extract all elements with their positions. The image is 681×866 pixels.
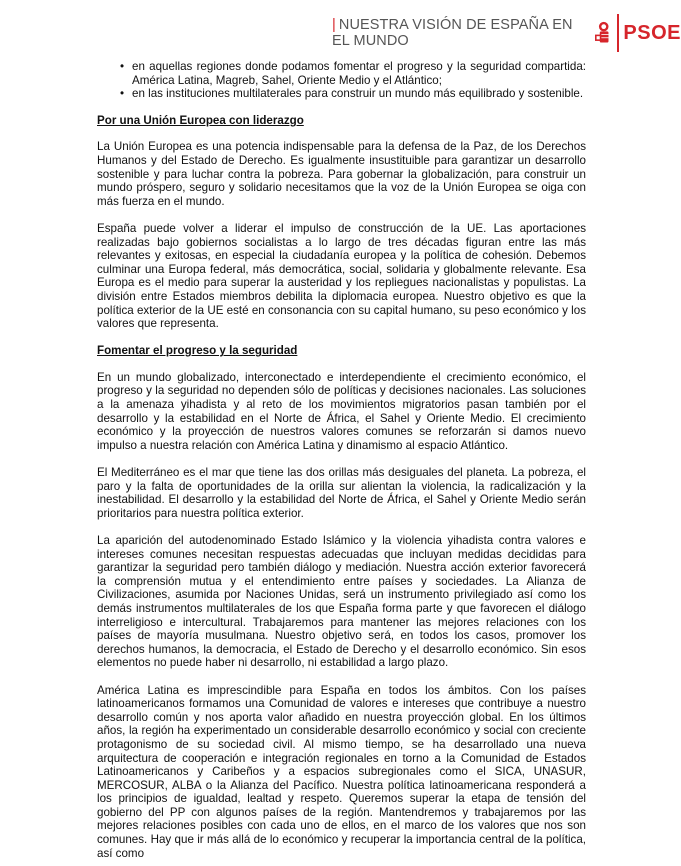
paragraph: En un mundo globalizado, interconectado e interdependiente el crecimiento económico, el progreso y la seguridad no dependen sólo de políticas y decisiones nacionales. Las soluciones a la amenaza yihadista y al reto de los movimientos migratorios pasan también por el desarrollo y la estabilidad en el Norte de África, el Sahel y Oriente Medio. El crecimiento económico y la proyección de nuestros valores comunes se reforzarán si damos nuevo impulso a nuestra relación con América Latina y dinamismo al espacio Atlántico. — [97, 370, 586, 452]
logo-divider — [617, 14, 619, 52]
section-heading: Por una Unión Europea con liderazgo — [97, 113, 304, 127]
header-title: NUESTRA VISIÓN DE ESPAÑA EN EL MUNDO — [332, 17, 573, 49]
paragraph: España puede volver a liderar el impulso de construcción de la UE. Las aportaciones realizadas bajo gobiernos socialistas a lo largo de tres décadas figuran entre las más relevantes y exitosas, en especial la ciudadanía europea y la política de cohesión. Debemos culminar una Europa federal, más democrática, social, solidaria y globalmente relevante. Esa Europa es el medio para superar la austeridad y los repliegues nacionalistas y populistas. La división entre Estados miembros debilita la diplomacia europea. Nuestro objetivo es que la política exterior de la UE esté en consonancia con su capital humano, su peso económico y los valores que representa. — [97, 221, 586, 331]
section-heading: Fomentar el progreso y la seguridad — [97, 344, 298, 358]
bullet-list — [97, 60, 586, 101]
paragraph: América Latina es imprescindible para España en todos los ámbitos. Con los países latinoamericanos formamos una Comunidad de valores e intereses que contribuye a nuestro desarrollo común y nos aporta valor añadido en nuestra proyección global. En los últimos años, la región ha experimentado un considerable desarrollo económico y social con creciente protagonismo de su sociedad civil. Al mismo tiempo, se ha desarrollado una nueva arquitectura de cooperación e integración regionales en torno a la Comunidad de Estados Latinoamericanos y Caribeños y a espacios subregionales como el SICA, UNASUR, MERCOSUR, ALBA o la Alianza del Pacífico. Nuestra política latinoamericana responderá a los principios de igualdad, lealtad y respeto. Queremos superar la etapa de tensión del gobierno del PP con algunos países de la región. Mantendremos y trabajaremos por las mejores relaciones posibles con cada uno de ellos, en el marco de los valores que nos son comunes. Hay que ir más allá de lo económico y recuperar la importancia central de la política, así como — [97, 683, 586, 860]
paragraph: La Unión Europea es una potencia indispensable para la defensa de la Paz, de los Derechos Humanos y del Estado de Derecho. Es igualmente insustituible para garantizar un desarrollo sostenible y para luchar contra la pobreza. Para gobernar la globalización, para construir un mundo próspero, seguro y solidario necesitamos que la voz de la Unión Europea se oiga con más fuerza en el mundo. — [97, 140, 586, 208]
list-item: • en las instituciones multilaterales para construir un mundo más equilibrado y sostenible. — [120, 87, 584, 101]
paragraph: La aparición del autodenominado Estado Islámico y la violencia yihadista contra valores e intereses comunes necesitan respuestas adecuadas que incluyan medidas decididas para garantizar la seguridad pero también diálogo y mediación. Nuestra acción exterior favorecerá la comprensión mutua y el entendimiento entre países y sociedades. La Alianza de Civilizaciones, asumida por Naciones Unidas, será un instrumento privilegiado así como los demás instrumentos multilaterales de los que España forma parte y que favorecen el diálogo interreligioso e intercultural. Trabajaremos para mantener las mejores relaciones con los países de mayoría musulmana. Nuestro objetivo será, en todos los casos, promover los derechos humanos, la democracia, el Estado de Derecho y el desarrollo económico. Sin esos elementos no puede haber ni desarrollo, ni estabilidad a largo plazo. — [97, 534, 586, 670]
bullet-icon: • — [120, 60, 125, 73]
bullet-icon: • — [120, 87, 125, 101]
header-title-wrap: | NUESTRA VISIÓN DE ESPAÑA EN EL MUNDO — [332, 17, 573, 49]
paragraph: El Mediterráneo es el mar que tiene las dos orillas más desiguales del planeta. La pobreza, el paro y la falta de oportunidades de la orilla sur alientan la violencia, la radicalización y la inestabilidad. El desarrollo y la estabilidad del Norte de África, el Sahel y Oriente Medio serán prioritarios para nuestra política exterior. — [97, 466, 586, 520]
psoe-logo-text: PSOE — [623, 21, 681, 44]
rose-fist-logo-icon — [595, 18, 611, 48]
document-body — [97, 60, 586, 866]
list-item: • en aquellas regiones donde podamos fomentar el progreso y la seguridad compartida: América Latina, Magreb, Sahel, Oriente Medio y el Atlántico; — [120, 60, 586, 87]
page-header — [332, 14, 681, 52]
